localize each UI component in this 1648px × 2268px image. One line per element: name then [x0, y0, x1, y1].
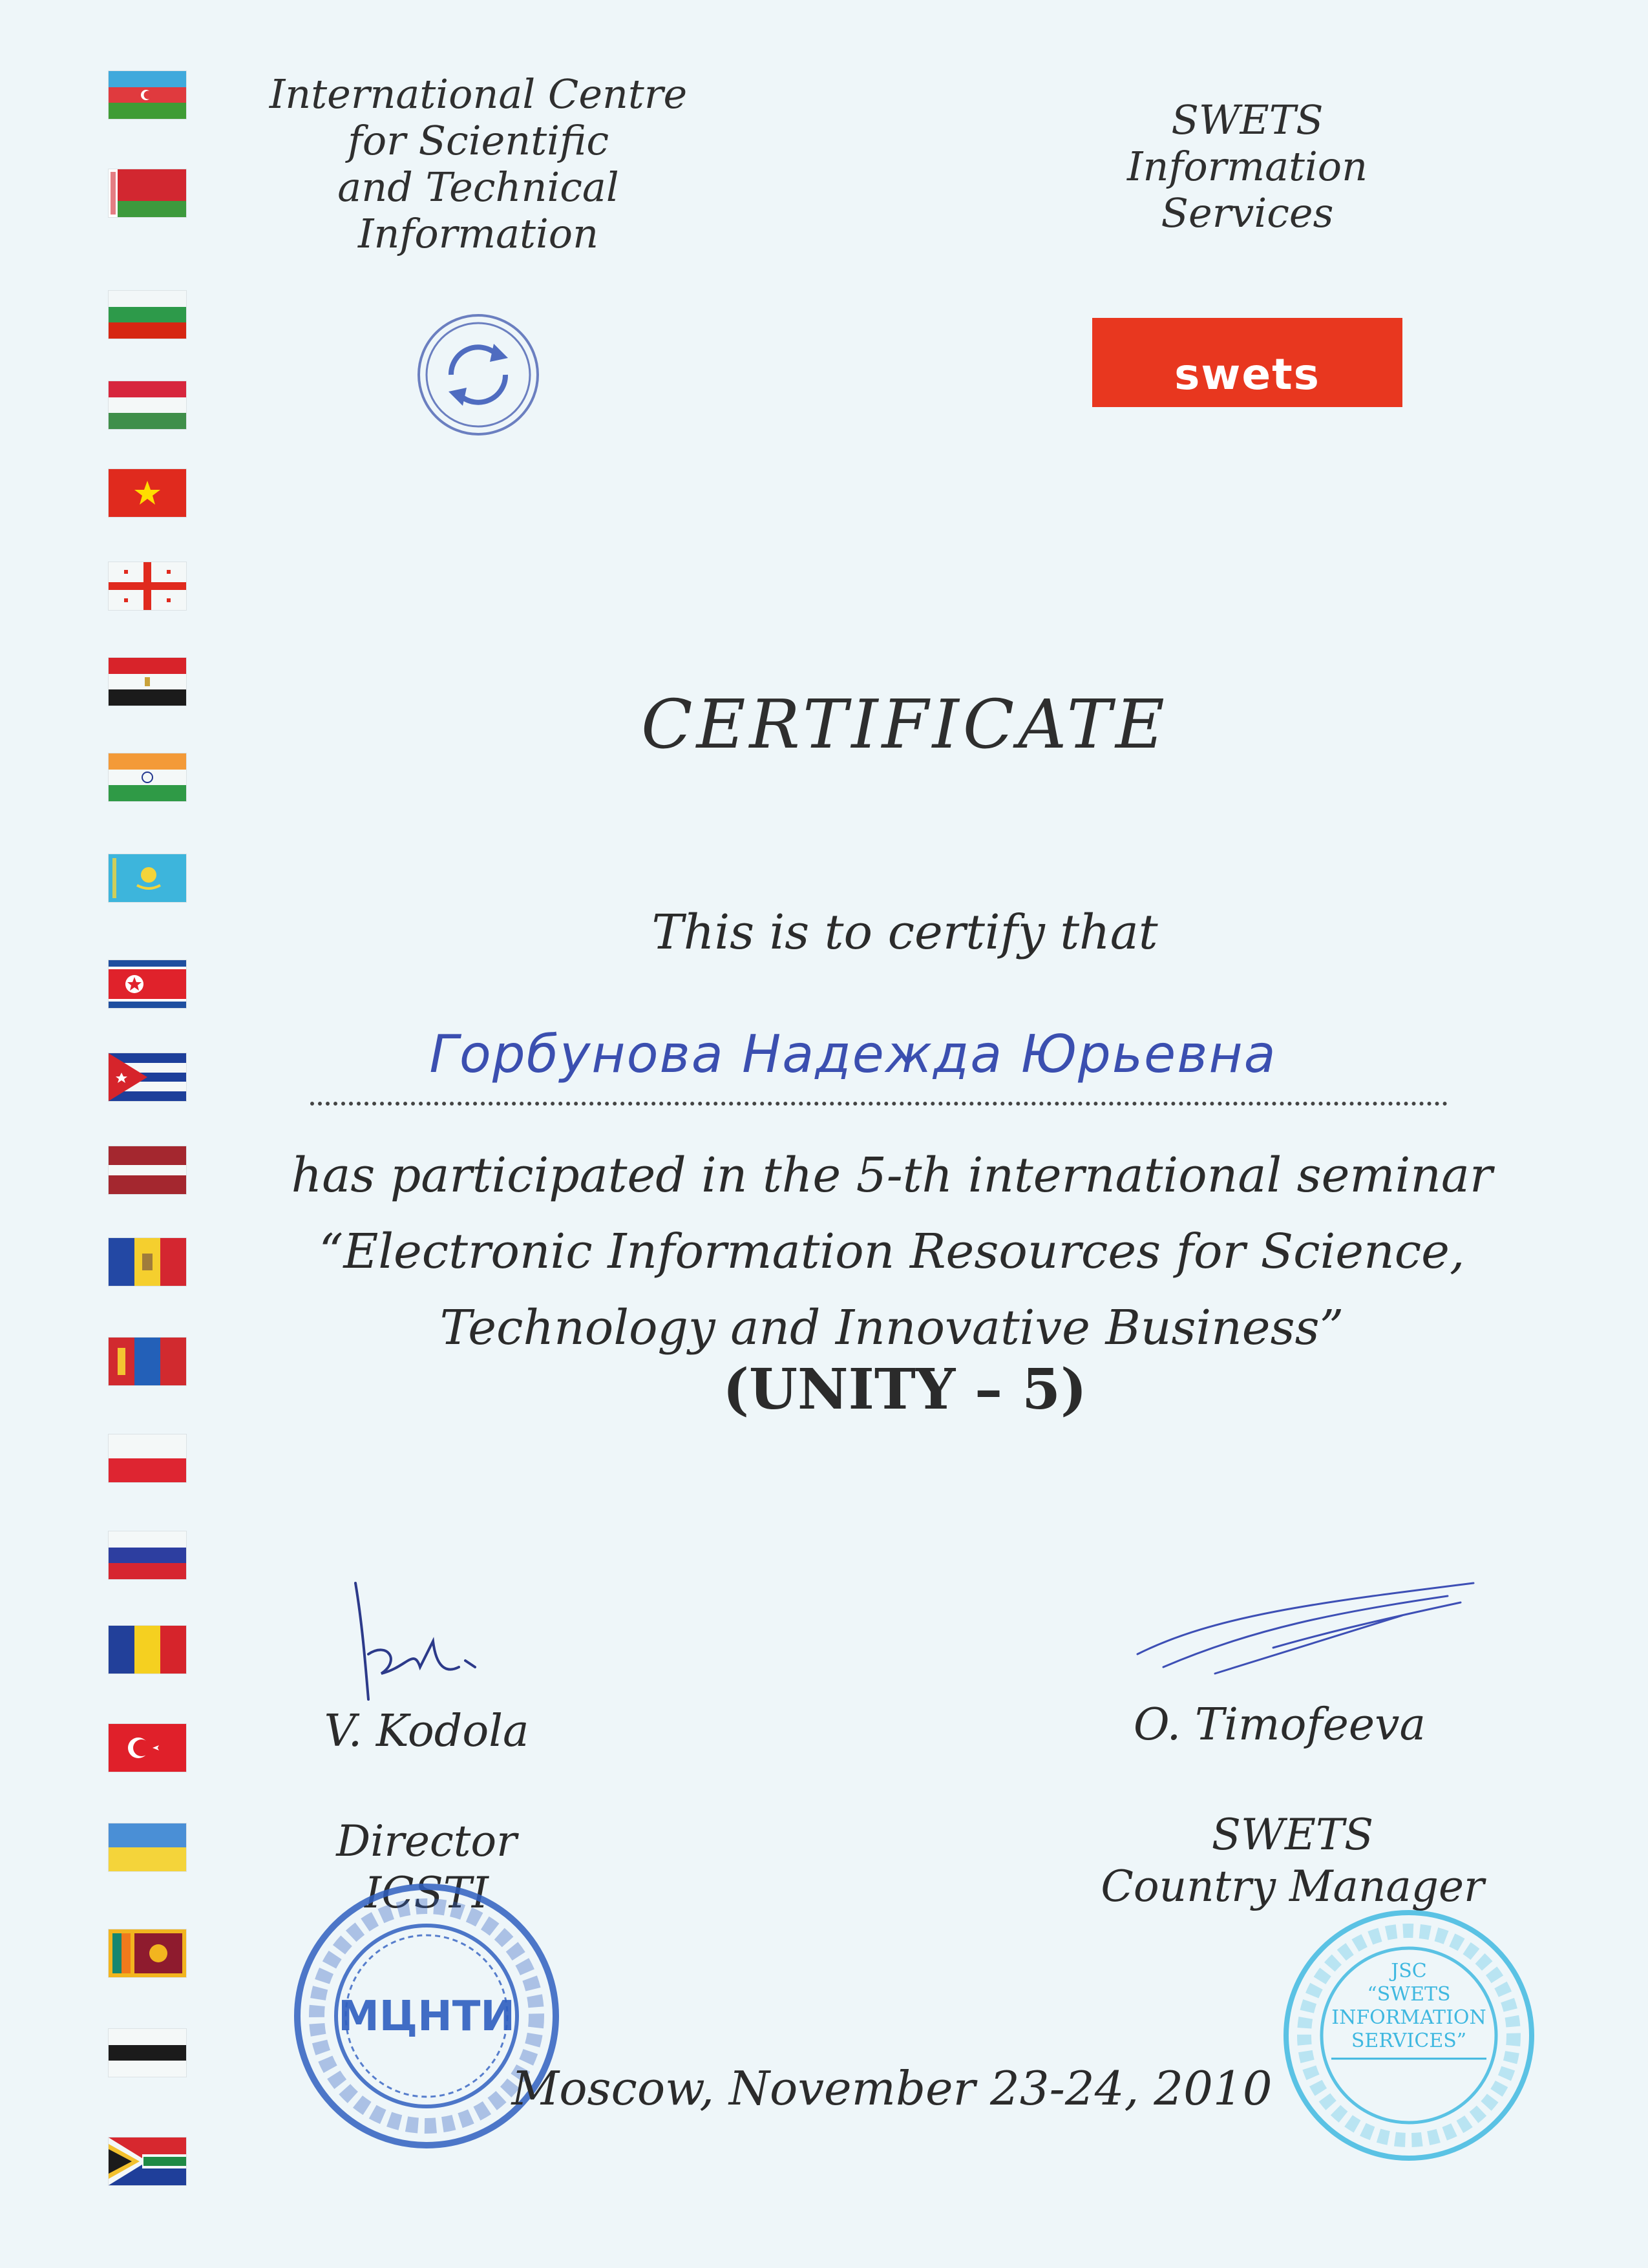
certificate-title: CERTIFICATE: [641, 685, 1168, 764]
right-signatory-role: [1047, 1809, 1538, 1913]
participation-line: has participated in the 5-th international seminar: [291, 1148, 1493, 1203]
circular-arrows-icon: [414, 310, 543, 439]
latvia-flag: [109, 1146, 186, 1194]
right-signatory-name: O. Timofeeva: [1133, 1699, 1426, 1750]
romania-flag: [109, 1626, 186, 1674]
kazakhstan-flag: [109, 854, 186, 902]
left-signatory-name: V. Kodola: [324, 1706, 529, 1757]
kodola-signature: [336, 1570, 517, 1719]
name-dotted-line: [310, 1102, 1448, 1106]
icsti-name-line: for Scientific: [347, 117, 609, 164]
egypt-flag: [109, 658, 186, 706]
georgia-flag: [109, 562, 186, 610]
recipient-name: Горбунова Надежда Юрьевна: [429, 1024, 1277, 1084]
seminar-code: (UNITY – 5): [723, 1357, 1087, 1422]
icsti-name-line: and Technical: [337, 163, 619, 211]
vietnam-flag: [109, 469, 186, 517]
swets-stamp-line: INFORMATION: [1331, 2006, 1486, 2029]
participation-text: [259, 1137, 1525, 1366]
role-line: SWETS: [1211, 1810, 1374, 1860]
icsti-name-line: Information: [357, 210, 599, 257]
icsti-stamp-center: МЦНТИ: [338, 1993, 515, 2041]
swets-logo-text: swets: [1174, 350, 1320, 399]
timofeeva-signature: [1125, 1577, 1486, 1680]
swets-stamp-line: “SWETS: [1367, 1983, 1451, 2006]
estonia-flag: [109, 2029, 186, 2077]
certify-text: This is to certify that: [651, 905, 1158, 960]
seminar-title-line: “Electronic Information Resources for Science,: [319, 1224, 1465, 1279]
icsti-name-line: International Centre: [269, 70, 688, 118]
swets-logo: [1092, 318, 1402, 407]
swets-name-line: Services: [1161, 189, 1334, 236]
sri-lanka-flag: [109, 1929, 186, 1977]
mongolia-flag: [109, 1338, 186, 1385]
north-korea-flag: [109, 960, 186, 1008]
bulgaria-flag: [109, 291, 186, 339]
swets-name-line: Information: [1126, 143, 1368, 190]
role-line: Director: [336, 1816, 517, 1866]
icsti-organization-name: [220, 71, 737, 257]
ukraine-flag: [109, 1823, 186, 1871]
seminar-title-line: Technology and Innovative Business”: [439, 1300, 1344, 1356]
place-and-date: Moscow, November 23-24, 2010: [511, 2061, 1273, 2116]
turkey-flag: [109, 1724, 186, 1772]
swets-organization-name: [1060, 97, 1435, 236]
india-flag: [109, 753, 186, 801]
cuba-flag: [109, 1053, 186, 1101]
azerbaijan-flag: [109, 71, 186, 119]
swets-name-line: SWETS: [1171, 96, 1324, 143]
icsti-stamp: [284, 1874, 569, 2158]
swets-stamp-line: SERVICES”: [1351, 2030, 1467, 2052]
role-line: Country Manager: [1101, 1862, 1484, 1911]
poland-flag: [109, 1434, 186, 1482]
moldova-flag: [109, 1238, 186, 1286]
belarus-flag: [109, 169, 186, 217]
role-line: ICSTI: [364, 1868, 489, 1918]
russia-flag: [109, 1531, 186, 1579]
swets-stamp-line: JSC: [1391, 1960, 1427, 1982]
swets-stamp: [1273, 1900, 1545, 2171]
south-africa-flag: [109, 2137, 186, 2185]
hungary-flag: [109, 381, 186, 429]
